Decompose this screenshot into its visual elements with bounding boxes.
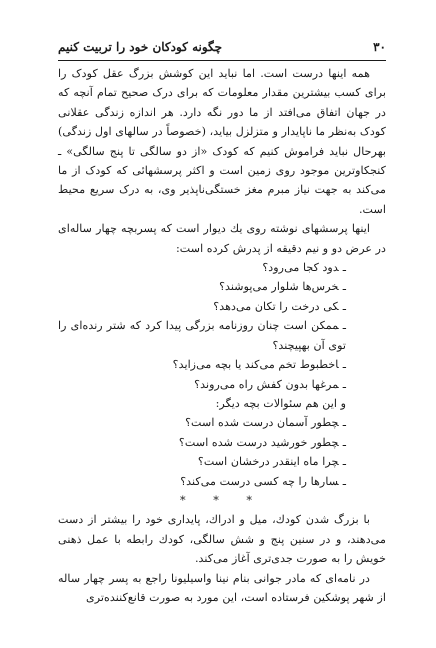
list-item	[58, 277, 386, 296]
question-text: چطور آسمان درست شده است؟	[185, 416, 339, 430]
running-title: چگونه کودکان خود را تربیت کنیم	[58, 40, 223, 54]
list-item	[58, 433, 386, 452]
list-item	[58, 472, 386, 491]
dash: ـ	[342, 358, 346, 372]
paragraph: با بزرگ شدن کودك، میل و ادراك، پایداری خود را بیشتر از دست می‌دهند، و در سنین پنج و شش سالگی، کودك رابطه با عمل ذهنی خویش را به صورت جدی‌تری آغاز می‌کند.	[58, 513, 386, 566]
question-text: چطور خورشید درست شده است؟	[178, 435, 339, 449]
list-item	[58, 452, 386, 471]
question-text: کی درخت را تکان می‌دهد؟	[213, 299, 339, 313]
page-body	[58, 64, 386, 607]
paragraph: اینها پرسشهای نوشته روی یك دیوار است که پسربچه چهار ساله‌ای در عرض دو و نیم دقیقه از پدرش کرده است:	[58, 222, 386, 255]
question-text: دود کجا می‌رود؟	[262, 261, 339, 275]
header-rule	[58, 60, 386, 61]
list-item-long	[58, 316, 386, 355]
list-item	[58, 297, 386, 316]
question-text: سار‌ها را چه کسی درست می‌کند؟	[180, 474, 339, 488]
dash: ـ	[342, 299, 346, 313]
question-text: اخطبوط تخم می‌کند یا بچه می‌زاید؟	[172, 358, 339, 372]
list-item	[58, 375, 386, 394]
list-intro: و این هم سئوالات بچه دیگر:	[215, 396, 346, 410]
list-item	[58, 355, 386, 374]
page-header	[58, 38, 386, 56]
dash: ـ	[342, 377, 346, 391]
question-text: چرا ماه اینقدر درخشان است؟	[197, 455, 339, 469]
dash: ـ	[342, 319, 346, 333]
list-item	[58, 258, 386, 277]
dash: ـ	[342, 435, 346, 449]
section-separator: * * *	[180, 493, 264, 507]
list-item	[58, 413, 386, 432]
question-text: ممکن است چنان روزنامه بزرگی پیدا کرد که شتر رنده‌ای را توی آن بهپیچند؟	[58, 319, 346, 352]
dash: ـ	[342, 416, 346, 430]
dash: ـ	[342, 455, 346, 469]
paragraph: در نامه‌ای که مادر جوانی بنام نینا واسیلیونا راجع به پسر چهار ساله از شهر پوشکین فرستاده است، این مورد به صورت قانع‌کننده‌تری	[58, 571, 386, 604]
dash: ـ	[342, 261, 346, 275]
paragraph: همه اینها درست است. اما نباید این کوشش بزرگ عقل کودک را برای کسب بیشترین مقدار معلومات که برای درک صحیح تمام آنچه که در جهان اتفاق می‌افتد از ما دور نگه دارد. هر اندازه زندگی عقلانی کودک به‌نظر ما ناپایدار و متزلزل بیاید، (خصوصاً در سالهای اول زندگی) بهرحال نباید فراموش کنیم که کودک «از دو سالگی تا پنج سالگی» ـ کنجکاوترین موجود روی زمین است و اکثر پرسشهائی که کودک از ما می‌کند به جهت نیاز مبرم مغز خستگی‌ناپذیر وی، به درک سریع محیط است.	[58, 67, 386, 216]
dash: ـ	[342, 280, 346, 294]
dash: ـ	[342, 474, 346, 488]
page-number: ۳۰	[373, 40, 386, 54]
question-text: خرس‌ها شلوار می‌پوشند؟	[219, 280, 339, 294]
question-text: مرغها بدون کفش راه می‌روند؟	[194, 377, 339, 391]
